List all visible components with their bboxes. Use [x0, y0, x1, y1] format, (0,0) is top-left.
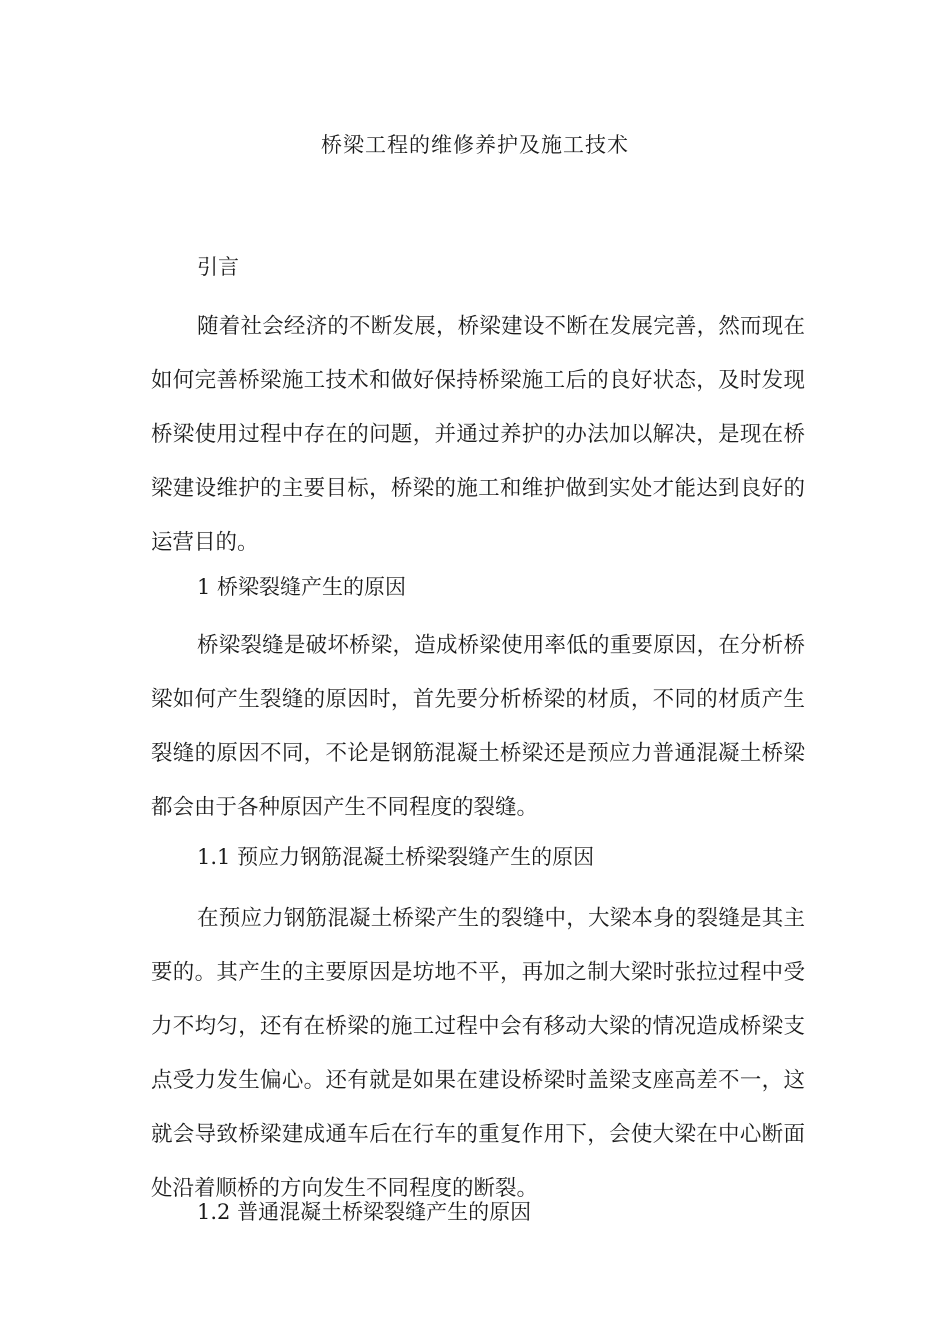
paragraph-1: 桥梁裂缝是破坏桥梁，造成桥梁使用率低的重要原因，在分析桥梁如何产生裂缝的原因时，首先要分析桥梁的材质，不同的材质产生裂缝的原因不同，不论是钢筋混凝土桥梁还是预应力普通混凝土桥梁都会由于各种原因产生不同程度的裂缝。 [151, 633, 805, 820]
paragraph-intro: 随着社会经济的不断发展，桥梁建设不断在发展完善，然而现在如何完善桥梁施工技术和做好保持桥梁施工后的良好状态，及时发现桥梁使用过程中存在的问题，并通过养护的办法加以解决，是现在桥梁建设维护的主要目标，桥梁的施工和维护做到实处才能达到良好的运营目的。 [151, 314, 805, 555]
document-title: 桥梁工程的维修养护及施工技术 [321, 133, 629, 157]
paragraph-1-1: 在预应力钢筋混凝土桥梁产生的裂缝中，大梁本身的裂缝是其主要的。其产生的主要原因是坊地不平，再加之制大梁时张拉过程中受力不均匀，还有在桥梁的施工过程中会有移动大梁的情况造成桥梁支点受力发生偏心。还有就是如果在建设桥梁时盖梁支座高差不一，这就会导致桥梁建成通车后在行车的重复作用下，会使大梁在中心断面处沿着顺桥的方向发生不同程度的断裂。 [151, 906, 805, 1201]
section-heading-1: 1 桥梁裂缝产生的原因 [197, 575, 407, 599]
section-heading-1-2: 1.2 普通混凝土桥梁裂缝产生的原因 [197, 1200, 532, 1224]
section-heading-1-1: 1.1 预应力钢筋混凝土桥梁裂缝产生的原因 [197, 845, 595, 869]
section-heading-intro: 引言 [197, 255, 239, 279]
